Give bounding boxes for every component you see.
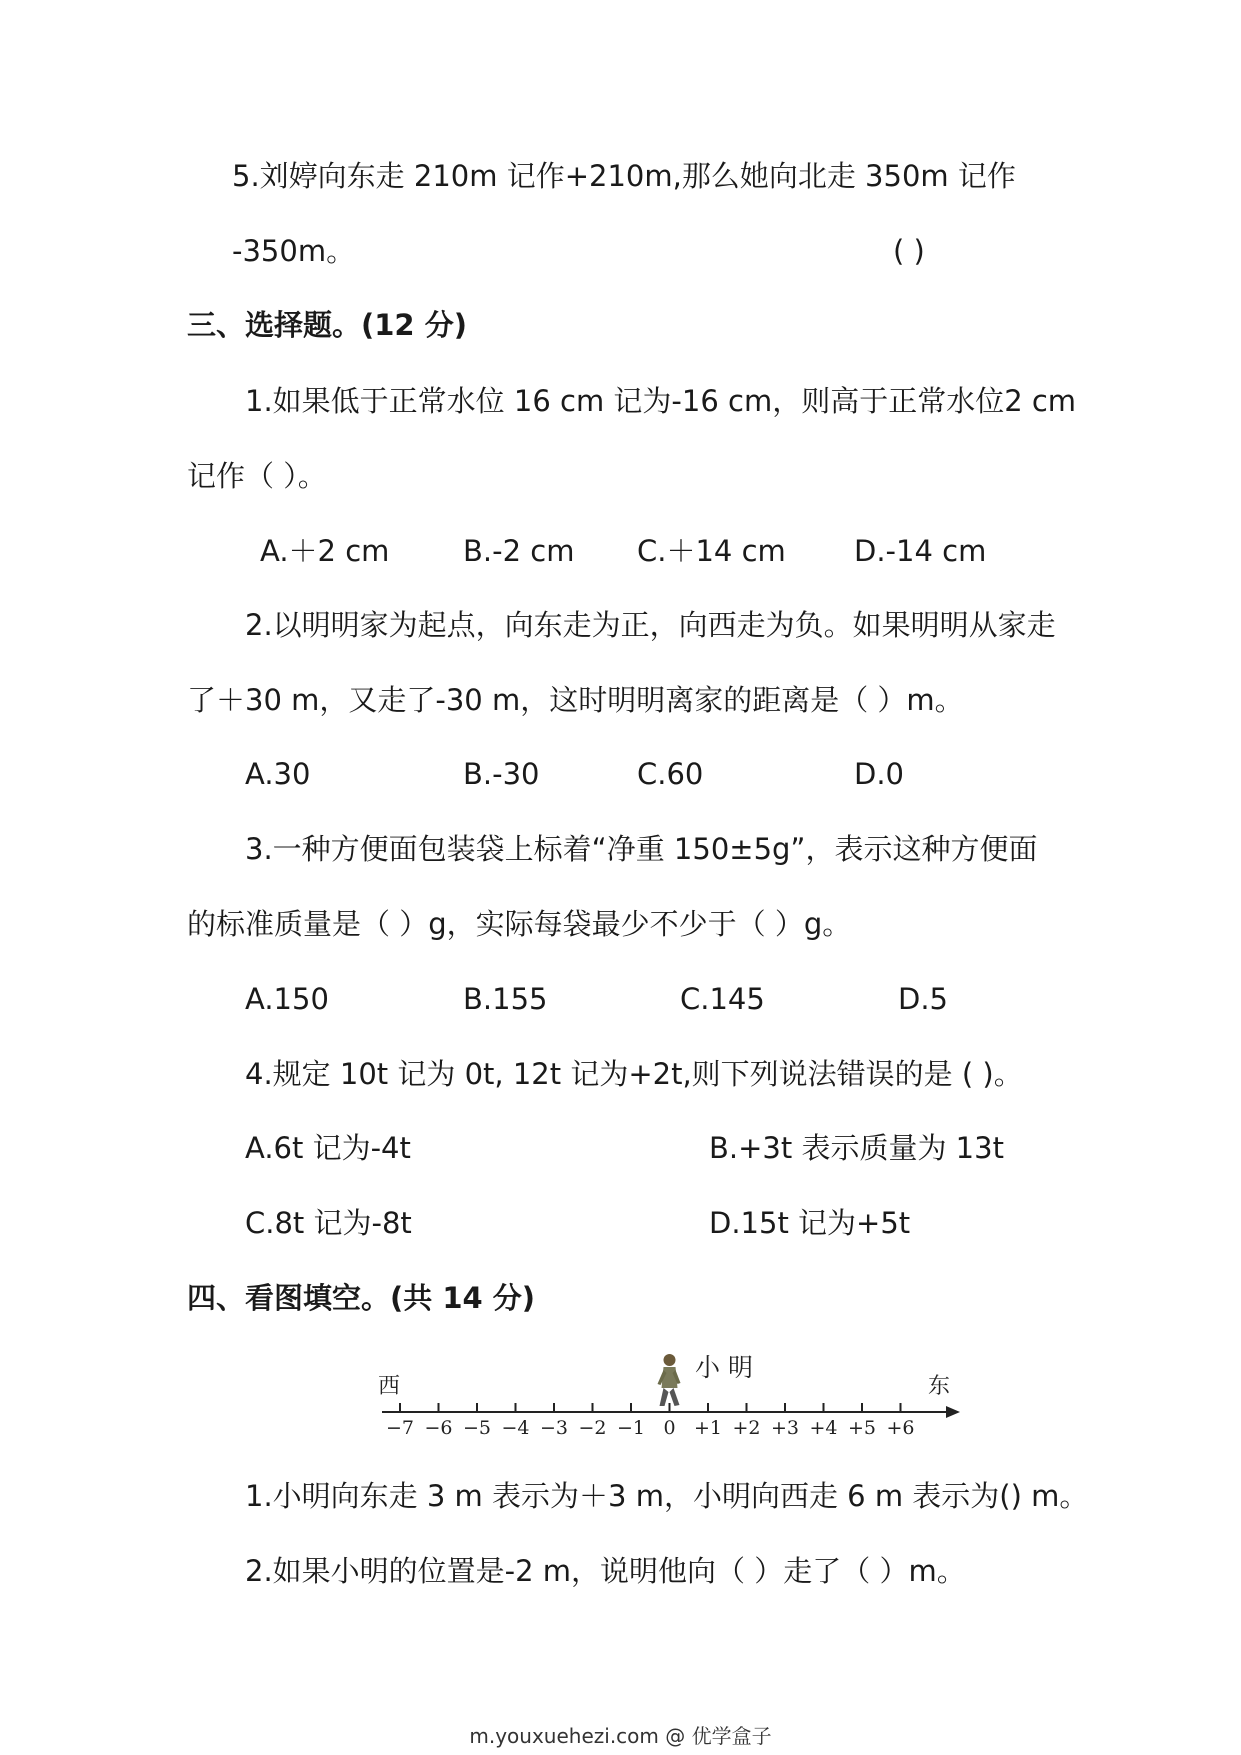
s3-q2-line2: 了＋30 m，又走了-30 m，这时明明离家的距离是（ ）m。 bbox=[187, 683, 964, 717]
tick-label: −5 bbox=[462, 1417, 492, 1439]
tick-label: +1 bbox=[693, 1417, 723, 1439]
s3-q4-line1: 4.规定 10t 记为 0t, 12t 记为+2t,则下列说法错误的是 ( )。 bbox=[245, 1057, 1023, 1091]
s3-q3-option-c: C.145 bbox=[680, 982, 765, 1016]
s3-q4-option-a: A.6t 记为-4t bbox=[245, 1131, 411, 1165]
tick-label: −4 bbox=[501, 1417, 530, 1439]
tick-label: +5 bbox=[847, 1417, 877, 1439]
s3-q2-option-a: A.30 bbox=[245, 757, 311, 791]
tick-label: −6 bbox=[424, 1417, 453, 1439]
s3-q1-option-a: A.＋2 cm bbox=[260, 534, 390, 568]
section4-heading: 四、看图填空。(共 14 分) bbox=[187, 1281, 536, 1315]
s3-q1-option-d: D.-14 cm bbox=[854, 534, 987, 568]
s4-q1: 1.小明向东走 3 m 表示为＋3 m，小明向西走 6 m 表示为() m。 bbox=[245, 1479, 1089, 1513]
s3-q4-option-d: D.15t 记为+5t bbox=[709, 1206, 911, 1240]
axis-arrow-icon bbox=[946, 1406, 960, 1418]
tick-label: 0 bbox=[663, 1417, 676, 1439]
tick-label: +6 bbox=[886, 1417, 915, 1439]
s3-q1-option-c: C.＋14 cm bbox=[637, 534, 786, 568]
s3-q1-option-b: B.-2 cm bbox=[463, 534, 575, 568]
q5-line2: -350m。 bbox=[232, 234, 356, 268]
s3-q2-line1: 2.以明明家为起点，向东走为正，向西走为负。如果明明从家走 bbox=[245, 608, 1056, 642]
s3-q2-option-b: B.-30 bbox=[463, 757, 540, 791]
tick-label: +3 bbox=[770, 1417, 800, 1439]
east-label: 东 bbox=[928, 1374, 951, 1399]
s3-q3-line2: 的标准质量是（ ）g，实际每袋最少不少于（ ）g。 bbox=[187, 907, 852, 941]
s4-q2: 2.如果小明的位置是-2 m，说明他向（ ）走了（ ）m。 bbox=[245, 1554, 966, 1588]
q5-line1: 5.刘婷向东走 210m 记作+210m,那么她向北走 350m 记作 bbox=[232, 159, 1016, 193]
s3-q3-option-a: A.150 bbox=[245, 982, 329, 1016]
tick-label: −2 bbox=[578, 1417, 607, 1439]
tick-group bbox=[386, 1403, 915, 1439]
s3-q1-line2: 记作（ ）。 bbox=[187, 459, 327, 493]
west-label: 西 bbox=[378, 1374, 401, 1399]
s3-q2-option-c: C.60 bbox=[637, 757, 704, 791]
tick-label: +2 bbox=[732, 1417, 761, 1439]
tick-label: −3 bbox=[539, 1417, 569, 1439]
person-label: 小 明 bbox=[695, 1353, 753, 1382]
tick-label: −1 bbox=[616, 1417, 646, 1439]
s3-q4-option-c: C.8t 记为-8t bbox=[245, 1206, 412, 1240]
s3-q3-option-d: D.5 bbox=[898, 982, 948, 1016]
q5-answer-blank: ( ) bbox=[893, 234, 925, 268]
s3-q3-option-b: B.155 bbox=[463, 982, 548, 1016]
tick-label: +4 bbox=[809, 1417, 838, 1439]
s3-q4-option-b: B.+3t 表示质量为 13t bbox=[709, 1131, 1004, 1165]
section3-heading: 三、选择题。(12 分) bbox=[187, 308, 467, 342]
footer-watermark: m.youxuehezi.com @ 优学盒子 bbox=[469, 1724, 772, 1748]
s3-q3-line1: 3.一种方便面包装袋上标着“净重 150±5g”，表示这种方便面 bbox=[245, 832, 1038, 866]
number-line-figure bbox=[370, 1350, 970, 1450]
s3-q1-line1: 1.如果低于正常水位 16 cm 记为-16 cm，则高于正常水位2 cm bbox=[245, 384, 1077, 418]
walking-person-icon bbox=[658, 1354, 681, 1406]
tick-label: −7 bbox=[385, 1417, 415, 1439]
s3-q2-option-d: D.0 bbox=[854, 757, 904, 791]
